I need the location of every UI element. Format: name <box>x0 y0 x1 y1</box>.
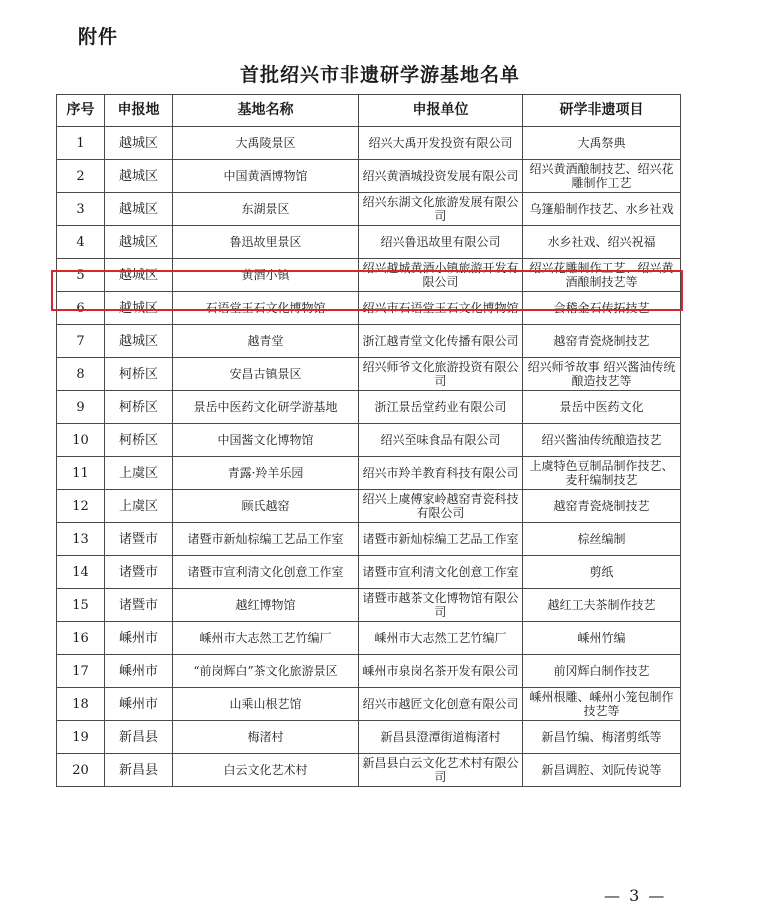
row-heritage-project: 嵊州竹编 <box>523 622 681 655</box>
row-area: 越城区 <box>105 325 173 358</box>
row-base-name: 景岳中医药文化研学游基地 <box>173 391 359 424</box>
table-row <box>57 259 681 292</box>
row-no: 1 <box>57 127 105 160</box>
row-heritage-project: 新昌调腔、刘阮传说等 <box>523 754 681 787</box>
row-applicant-unit: 绍兴市羚羊教育科技有限公司 <box>359 457 523 490</box>
row-area: 嵊州市 <box>105 655 173 688</box>
row-applicant-unit: 诸暨市越茶文化博物馆有限公司 <box>359 589 523 622</box>
row-applicant-unit: 绍兴至味食品有限公司 <box>359 424 523 457</box>
row-area: 越城区 <box>105 193 173 226</box>
row-area: 新昌县 <box>105 754 173 787</box>
heritage-base-table <box>56 94 681 787</box>
row-heritage-project: 绍兴花雕制作工艺、绍兴黄酒酿制技艺等 <box>523 259 681 292</box>
table-row <box>57 292 681 325</box>
row-heritage-project: 嵊州根雕、嵊州小笼包制作技艺等 <box>523 688 681 721</box>
row-no: 3 <box>57 193 105 226</box>
row-applicant-unit: 新昌县白云文化艺术村有限公司 <box>359 754 523 787</box>
table-row <box>57 358 681 391</box>
row-base-name: 石语堂玉石文化博物馆 <box>173 292 359 325</box>
row-base-name: 顾氏越窑 <box>173 490 359 523</box>
row-area: 越城区 <box>105 160 173 193</box>
row-area: 越城区 <box>105 226 173 259</box>
row-base-name: 越青堂 <box>173 325 359 358</box>
row-applicant-unit: 绍兴上虞傅家岭越窑青瓷科技有限公司 <box>359 490 523 523</box>
page-number: — 3 — <box>604 886 667 905</box>
row-applicant-unit: 浙江越青堂文化传播有限公司 <box>359 325 523 358</box>
row-applicant-unit: 绍兴市石语堂玉石文化博物馆 <box>359 292 523 325</box>
table-row <box>57 193 681 226</box>
table-row <box>57 688 681 721</box>
row-base-name: 黄酒小镇 <box>173 259 359 292</box>
table-row <box>57 226 681 259</box>
row-no: 4 <box>57 226 105 259</box>
row-applicant-unit: 新昌县澄潭街道梅渚村 <box>359 721 523 754</box>
table-row <box>57 589 681 622</box>
row-base-name: 中国酱文化博物馆 <box>173 424 359 457</box>
row-heritage-project: 剪纸 <box>523 556 681 589</box>
row-base-name: 东湖景区 <box>173 193 359 226</box>
row-heritage-project: 越窑青瓷烧制技艺 <box>523 490 681 523</box>
row-area: 新昌县 <box>105 721 173 754</box>
row-no: 19 <box>57 721 105 754</box>
row-no: 7 <box>57 325 105 358</box>
row-area: 诸暨市 <box>105 523 173 556</box>
row-base-name: 诸暨市新灿棕编工艺品工作室 <box>173 523 359 556</box>
row-no: 10 <box>57 424 105 457</box>
header-base-name: 基地名称 <box>173 95 359 127</box>
row-area: 诸暨市 <box>105 589 173 622</box>
row-area: 柯桥区 <box>105 391 173 424</box>
row-heritage-project: 会稽金石传拓技艺 <box>523 292 681 325</box>
row-applicant-unit: 绍兴大禹开发投资有限公司 <box>359 127 523 160</box>
row-no: 8 <box>57 358 105 391</box>
row-heritage-project: 大禹祭典 <box>523 127 681 160</box>
row-base-name: 山乘山根艺馆 <box>173 688 359 721</box>
row-heritage-project: 上虞特色豆制品制作技艺、麦秆编制技艺 <box>523 457 681 490</box>
row-applicant-unit: 嵊州市大志然工艺竹编厂 <box>359 622 523 655</box>
table-row <box>57 655 681 688</box>
row-no: 17 <box>57 655 105 688</box>
row-area: 上虞区 <box>105 490 173 523</box>
row-area: 柯桥区 <box>105 358 173 391</box>
row-heritage-project: 前冈辉白制作技艺 <box>523 655 681 688</box>
row-heritage-project: 水乡社戏、绍兴祝福 <box>523 226 681 259</box>
row-base-name: “前岗辉白”茶文化旅游景区 <box>173 655 359 688</box>
row-no: 6 <box>57 292 105 325</box>
row-applicant-unit: 嵊州市泉岗名茶开发有限公司 <box>359 655 523 688</box>
row-heritage-project: 越窑青瓷烧制技艺 <box>523 325 681 358</box>
row-no: 16 <box>57 622 105 655</box>
row-heritage-project: 乌篷船制作技艺、水乡社戏 <box>523 193 681 226</box>
row-applicant-unit: 诸暨市宣利清文化创意工作室 <box>359 556 523 589</box>
table-row <box>57 556 681 589</box>
row-area: 嵊州市 <box>105 622 173 655</box>
row-base-name: 白云文化艺术村 <box>173 754 359 787</box>
row-applicant-unit: 绍兴东湖文化旅游发展有限公司 <box>359 193 523 226</box>
table-row <box>57 490 681 523</box>
table-row <box>57 325 681 358</box>
row-applicant-unit: 绍兴市越匠文化创意有限公司 <box>359 688 523 721</box>
row-applicant-unit: 绍兴师爷文化旅游投资有限公司 <box>359 358 523 391</box>
table-row <box>57 424 681 457</box>
row-base-name: 越红博物馆 <box>173 589 359 622</box>
row-base-name: 安昌古镇景区 <box>173 358 359 391</box>
row-area: 越城区 <box>105 259 173 292</box>
table-row <box>57 523 681 556</box>
row-base-name: 鲁迅故里景区 <box>173 226 359 259</box>
row-heritage-project: 绍兴酱油传统酿造技艺 <box>523 424 681 457</box>
table-row <box>57 391 681 424</box>
row-applicant-unit: 浙江景岳堂药业有限公司 <box>359 391 523 424</box>
row-no: 2 <box>57 160 105 193</box>
header-no: 序号 <box>57 95 105 127</box>
row-heritage-project: 棕丝编制 <box>523 523 681 556</box>
table-row <box>57 754 681 787</box>
attachment-label: 附件 <box>78 26 119 48</box>
row-heritage-project: 景岳中医药文化 <box>523 391 681 424</box>
row-heritage-project: 绍兴师爷故事 绍兴酱油传统酿造技艺等 <box>523 358 681 391</box>
header-area: 申报地 <box>105 95 173 127</box>
table-row <box>57 127 681 160</box>
row-base-name: 嵊州市大志然工艺竹编厂 <box>173 622 359 655</box>
row-base-name: 梅渚村 <box>173 721 359 754</box>
document-title: 首批绍兴市非遗研学游基地名单 <box>239 64 520 86</box>
table-row <box>57 721 681 754</box>
table-row <box>57 457 681 490</box>
row-area: 上虞区 <box>105 457 173 490</box>
row-area: 嵊州市 <box>105 688 173 721</box>
row-no: 11 <box>57 457 105 490</box>
row-no: 15 <box>57 589 105 622</box>
row-area: 越城区 <box>105 292 173 325</box>
row-no: 9 <box>57 391 105 424</box>
row-applicant-unit: 诸暨市新灿棕编工艺品工作室 <box>359 523 523 556</box>
row-no: 20 <box>57 754 105 787</box>
row-applicant-unit: 绍兴越城黄酒小镇旅游开发有限公司 <box>359 259 523 292</box>
row-heritage-project: 新昌竹编、梅渚剪纸等 <box>523 721 681 754</box>
row-no: 13 <box>57 523 105 556</box>
row-no: 14 <box>57 556 105 589</box>
row-heritage-project: 绍兴黄酒酿制技艺、绍兴花雕制作工艺 <box>523 160 681 193</box>
row-heritage-project: 越红工夫茶制作技艺 <box>523 589 681 622</box>
row-area: 越城区 <box>105 127 173 160</box>
row-base-name: 中国黄酒博物馆 <box>173 160 359 193</box>
table-header-row <box>57 95 681 127</box>
row-area: 柯桥区 <box>105 424 173 457</box>
header-applicant-unit: 申报单位 <box>359 95 523 127</box>
row-base-name: 青露·羚羊乐园 <box>173 457 359 490</box>
row-base-name: 大禹陵景区 <box>173 127 359 160</box>
row-no: 18 <box>57 688 105 721</box>
row-no: 12 <box>57 490 105 523</box>
table-row <box>57 622 681 655</box>
row-no: 5 <box>57 259 105 292</box>
table-row <box>57 160 681 193</box>
header-heritage-project: 研学非遗项目 <box>523 95 681 127</box>
row-applicant-unit: 绍兴黄酒城投资发展有限公司 <box>359 160 523 193</box>
row-area: 诸暨市 <box>105 556 173 589</box>
row-base-name: 诸暨市宣利清文化创意工作室 <box>173 556 359 589</box>
row-applicant-unit: 绍兴鲁迅故里有限公司 <box>359 226 523 259</box>
